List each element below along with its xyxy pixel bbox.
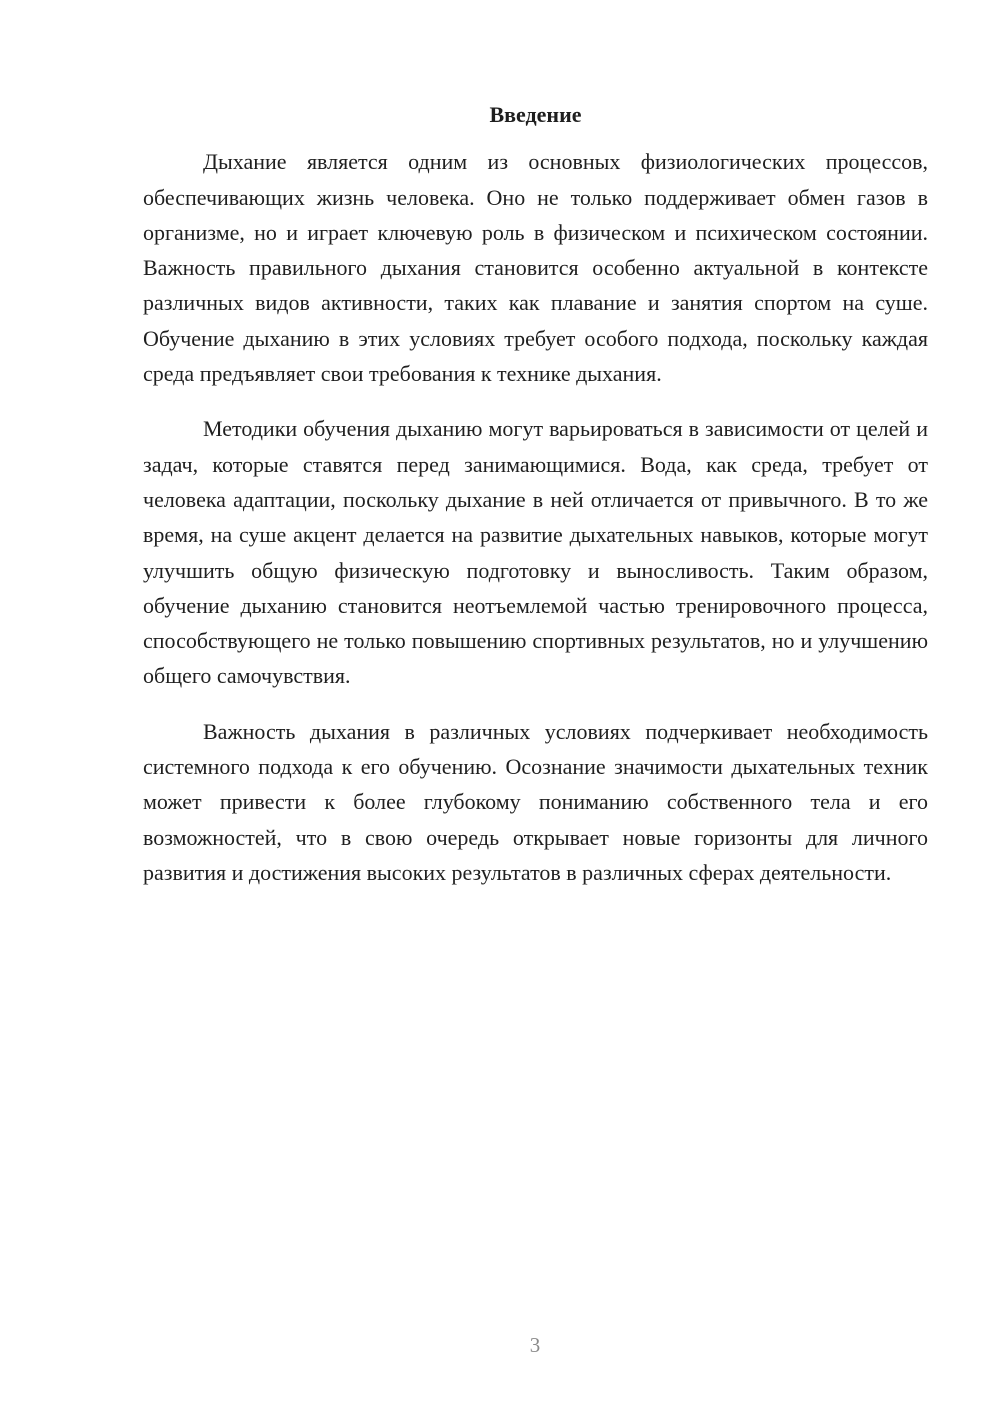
- paragraph-2: Методики обучения дыханию могут варьироваться в зависимости от целей и задач, которые ставятся перед занимающимися. Вода, как среда, требует от человека адаптации, поскольку дыхание в ней отличается от привычного. В то же время, на суше акцент делается на развитие дыхательных навыков, которые могут улучшить общую физическую подготовку и выносливость. Таким образом, обучение дыханию становится неотъемлемой частью тренировочного процесса, способствующего не только повышению спортивных результатов, но и улучшению общего самочувствия.: [143, 416, 928, 689]
- section-heading: Введение: [489, 102, 582, 127]
- page-number: 3: [529, 1333, 541, 1357]
- paragraph-3: Важность дыхания в различных условиях подчеркивает необходимость системного подхода к его обучению. Осознание значимости дыхательных техник может привести к более глубокому пониманию собственного тела и его возможностей, что в свою очередь открывает новые горизонты для личного развития и достижения высоких результатов в различных сферах деятельности.: [143, 718, 928, 885]
- page-content: [143, 97, 928, 910]
- paragraph-1: Дыхание является одним из основных физиологических процессов, обеспечивающих жизнь человека. Оно не только поддерживает обмен газов в организме, но и играет ключевую роль в физическом и психическом состоянии. Важность правильного дыхания становится особенно актуальной в контексте различных видов активности, таких как плавание и занятия спортом на суше. Обучение дыханию в этих условиях требует особого подхода, поскольку каждая среда предъявляет свои требования к технике дыхания.: [143, 149, 928, 387]
